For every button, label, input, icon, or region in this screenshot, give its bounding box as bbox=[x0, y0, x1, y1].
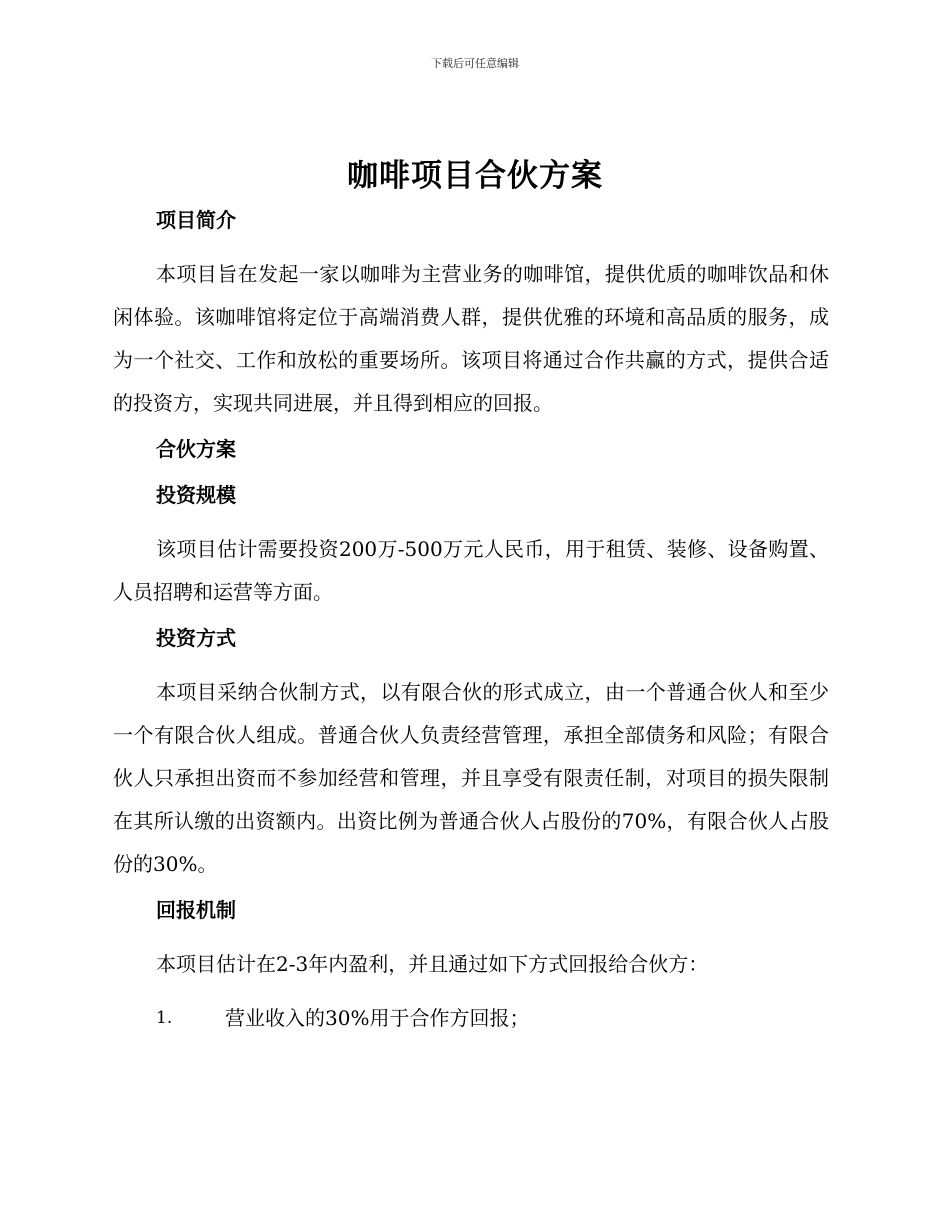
document-body bbox=[113, 196, 829, 1040]
list-number: 1. bbox=[156, 1008, 173, 1028]
paragraph-intro: 本项目旨在发起一家以咖啡为主营业务的咖啡馆，提供优质的咖啡饮品和休闲体验。该咖啡馆将定位于高端消费人群，提供优雅的环境和高品质的服务，成为一个社交、工作和放松的重要场所。该项目将通过合作共赢的方式，提供合适的投资方，实现共同进展，并且得到相应的回报。 bbox=[113, 262, 829, 415]
heading-scale: 投资规模 bbox=[156, 483, 236, 507]
paragraph-return: 本项目估计在2-3年内盈利，并且通过如下方式回报给合伙方： bbox=[156, 952, 709, 976]
heading-return: 回报机制 bbox=[156, 898, 236, 922]
paragraph-scale: 该项目估计需要投资200万-500万元人民币，用于租赁、装修、设备购置、人员招聘和运营等方面。 bbox=[113, 537, 829, 604]
header-note: 下载后可任意编辑 bbox=[431, 57, 519, 70]
paragraph-method: 本项目采纳合伙制方式，以有限合伙的形式成立，由一个普通合伙人和至少一个有限合伙人组成。普通合伙人负责经营管理，承担全部债务和风险；有限合伙人只承担出资而不参加经营和管理，并且享受有限责任制，对项目的损失限制在其所认缴的出资额内。出资比例为普通合伙人占股份的70%，有限合伙人占股份的30%。 bbox=[113, 680, 829, 876]
heading-method: 投资方式 bbox=[156, 626, 236, 650]
heading-intro: 项目简介 bbox=[156, 208, 236, 232]
list-item bbox=[156, 997, 829, 1040]
document-title: 咖啡项目合伙方案 bbox=[347, 158, 603, 194]
list-text: 营业收入的30%用于合作方回报； bbox=[225, 1006, 530, 1030]
heading-plan: 合伙方案 bbox=[156, 437, 236, 461]
